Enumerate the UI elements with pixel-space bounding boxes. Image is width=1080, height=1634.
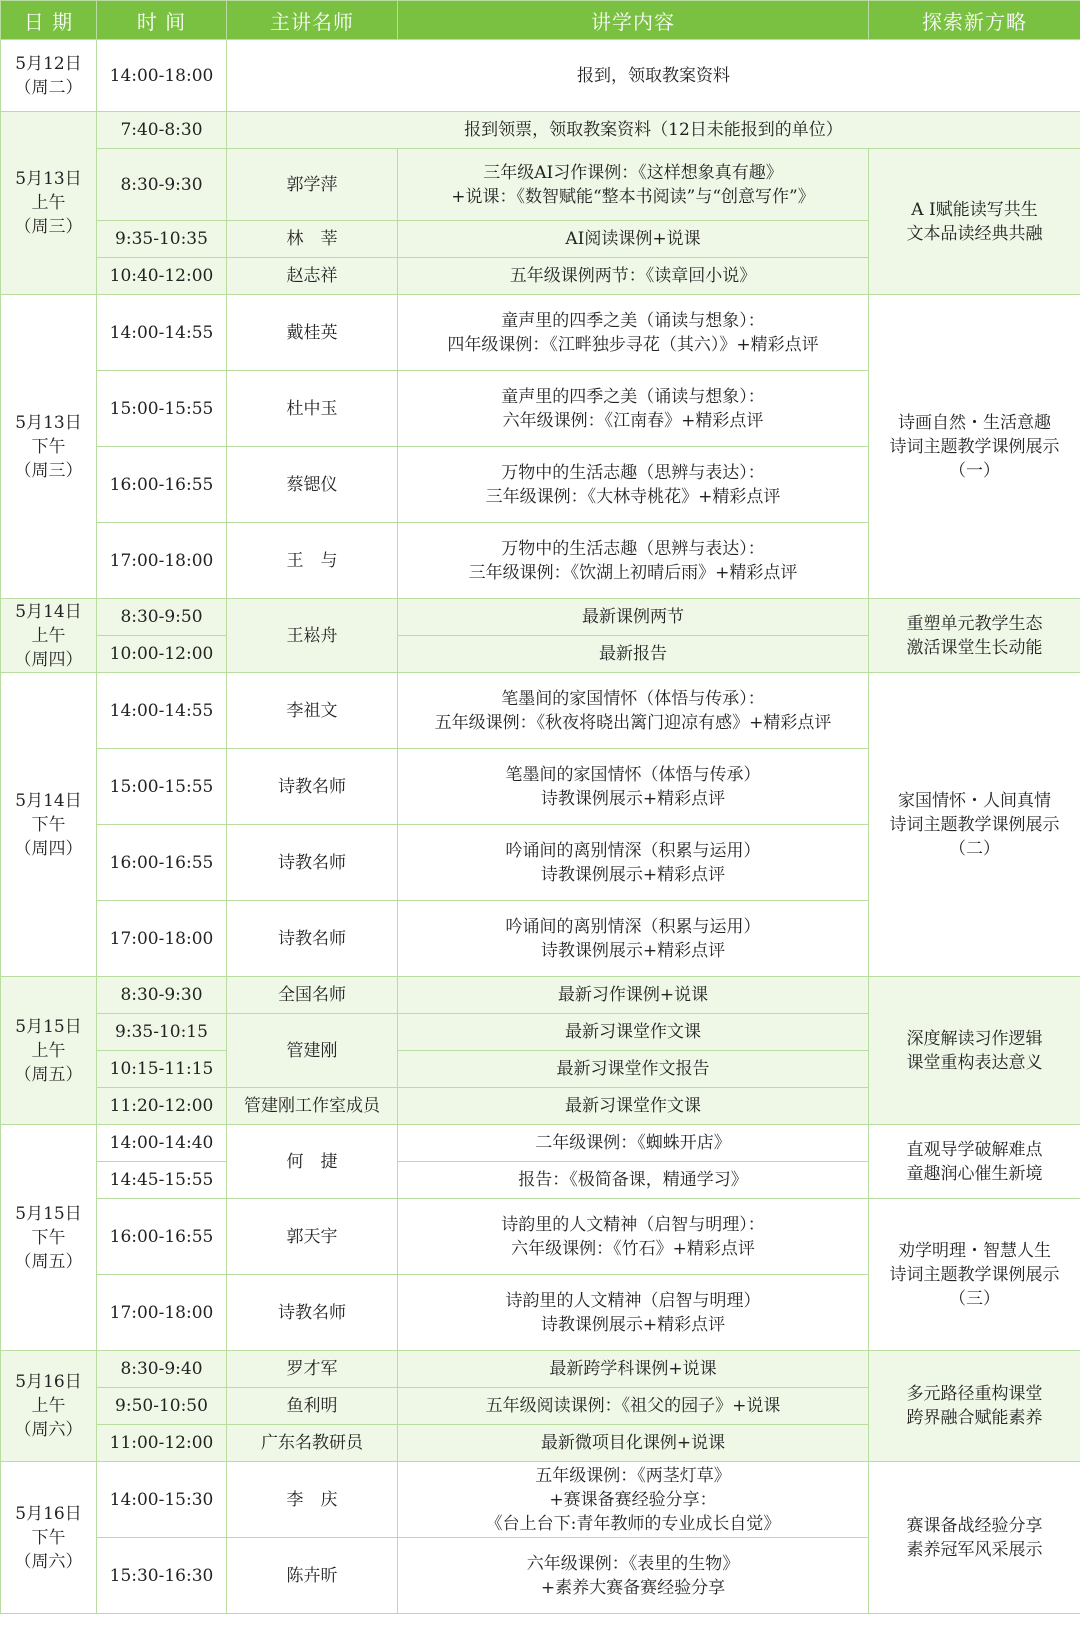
theme-line: 诗画自然・生活意趣 xyxy=(898,412,1051,433)
theme-line: 激活课堂生长动能 xyxy=(906,637,1043,658)
teacher-cell: 诗教名师 xyxy=(227,1275,398,1351)
day-group xyxy=(1,40,1080,112)
day-group xyxy=(1,599,1080,673)
theme-line: A I赋能读写共生 xyxy=(911,199,1038,220)
day-group xyxy=(1,295,1080,599)
theme-line: 家国情怀・人间真情 xyxy=(898,790,1051,811)
content-line: 五年级课例：《两茎灯草》 xyxy=(535,1465,731,1486)
theme-line: 跨界融合赋能素养 xyxy=(906,1408,1043,1428)
content-line: 万物中的生活志趣（思辨与表达）： xyxy=(501,538,765,559)
header-row xyxy=(1,1,1080,40)
content-cell: 最新习作课例+说课 xyxy=(398,977,869,1014)
content-line: 《台上台下:青年教师的专业成长自觉》 xyxy=(485,1513,781,1534)
time-cell: 11:00-12:00 xyxy=(97,1425,227,1462)
date-line: 上午 xyxy=(31,193,66,213)
content-cell: 最新习课堂作文报告 xyxy=(398,1051,869,1088)
schedule-row xyxy=(1,599,1080,636)
theme-line: 直观导学破解难点 xyxy=(906,1139,1043,1160)
theme-line: 诗词主题教学课例展示 xyxy=(889,436,1060,457)
content-cell xyxy=(398,749,869,825)
schedule-row xyxy=(1,40,1080,112)
schedule-row xyxy=(1,1199,1080,1275)
time-cell: 16:00-16:55 xyxy=(97,1199,227,1275)
teacher-cell: 全国名师 xyxy=(227,977,398,1014)
content-cell: 最新课例两节 xyxy=(398,599,869,636)
teacher-cell: 王崧舟 xyxy=(227,599,398,673)
content-line: 五年级课例：《秋夜将晓出篱门迎凉有感》+精彩点评 xyxy=(434,712,832,733)
schedule-row xyxy=(1,295,1080,371)
time-cell: 14:00-14:55 xyxy=(97,295,227,371)
content-cell: 报到，领取教案资料 xyxy=(227,40,1080,112)
content-line: 笔墨间的家国情怀（体悟与传承）： xyxy=(501,688,765,709)
date-cell xyxy=(1,977,97,1125)
time-cell: 14:00-15:30 xyxy=(97,1462,227,1538)
theme-line: 赛课备战经验分享 xyxy=(906,1515,1043,1536)
day-group xyxy=(1,1125,1080,1351)
time-cell: 14:00-14:55 xyxy=(97,673,227,749)
time-cell: 9:50-10:50 xyxy=(97,1388,227,1425)
time-cell: 8:30-9:40 xyxy=(97,1351,227,1388)
date-cell xyxy=(1,295,97,599)
time-cell: 8:30-9:30 xyxy=(97,149,227,221)
date-cell xyxy=(1,1462,97,1614)
time-cell: 9:35-10:35 xyxy=(97,221,227,258)
content-cell xyxy=(398,825,869,901)
date-cell xyxy=(1,1351,97,1462)
content-cell: AI阅读课例+说课 xyxy=(398,221,869,258)
content-line: 诗韵里的人文精神（启智与明理）： xyxy=(501,1214,765,1235)
content-cell xyxy=(398,901,869,977)
date-line: （周六） xyxy=(14,1420,83,1440)
content-line: 三年级课例：《大林寺桃花》+精彩点评 xyxy=(485,486,781,507)
theme-line: 课堂重构表达意义 xyxy=(906,1052,1043,1073)
date-line: 5月15日 xyxy=(15,1203,82,1224)
content-line: 三年级AI习作课例：《这样想象真有趣》 xyxy=(483,162,783,183)
date-line: 下午 xyxy=(31,436,66,457)
content-line: 六年级课例：《竹石》+精彩点评 xyxy=(511,1238,755,1259)
teacher-cell: 管建刚 xyxy=(227,1014,398,1088)
time-cell: 17:00-18:00 xyxy=(97,523,227,599)
teacher-cell: 广东名教研员 xyxy=(227,1425,398,1462)
header-date: 日 期 xyxy=(1,1,97,40)
time-cell: 14:00-14:40 xyxy=(97,1125,227,1162)
date-line: 5月13日 xyxy=(15,169,82,189)
theme-line: （一） xyxy=(949,460,1000,481)
theme-line: 多元路径重构课堂 xyxy=(906,1384,1043,1404)
time-cell: 16:00-16:55 xyxy=(97,447,227,523)
date-line: 上午 xyxy=(31,1396,66,1416)
content-cell: 报告：《极简备课，精通学习》 xyxy=(398,1162,869,1199)
time-cell: 10:40-12:00 xyxy=(97,258,227,295)
content-line: 诗韵里的人文精神（启智与明理） xyxy=(505,1290,761,1311)
day-group xyxy=(1,1462,1080,1614)
content-cell xyxy=(398,371,869,447)
time-cell: 10:00-12:00 xyxy=(97,636,227,673)
content-cell: 二年级课例：《蜘蛛开店》 xyxy=(398,1125,869,1162)
theme-cell xyxy=(869,673,1080,977)
date-line: 5月14日 xyxy=(15,790,82,811)
date-line: 5月16日 xyxy=(15,1503,82,1524)
content-cell xyxy=(398,523,869,599)
content-cell xyxy=(398,1462,869,1538)
theme-line: 重塑单元教学生态 xyxy=(906,613,1043,634)
content-cell xyxy=(398,149,869,221)
content-line: 童声里的四季之美（诵读与想象）： xyxy=(501,310,765,331)
content-cell: 最新跨学科课例+说课 xyxy=(398,1351,869,1388)
schedule-row xyxy=(1,1351,1080,1388)
date-cell xyxy=(1,599,97,673)
theme-cell xyxy=(869,1351,1080,1462)
content-cell: 最新习课堂作文课 xyxy=(398,1088,869,1125)
content-line: 吟诵间的离别情深（积累与运用） xyxy=(505,840,761,861)
content-line: 诗教课例展示+精彩点评 xyxy=(540,864,726,885)
teacher-cell: 诗教名师 xyxy=(227,901,398,977)
time-cell: 14:00-18:00 xyxy=(97,40,227,112)
date-cell xyxy=(1,40,97,112)
theme-cell xyxy=(869,1462,1080,1614)
header-time: 时 间 xyxy=(97,1,227,40)
content-line: 诗教课例展示+精彩点评 xyxy=(540,788,726,809)
content-cell xyxy=(398,295,869,371)
time-cell: 15:00-15:55 xyxy=(97,749,227,825)
date-line: （周三） xyxy=(14,460,83,481)
day-group xyxy=(1,1351,1080,1462)
theme-cell xyxy=(869,149,1080,295)
content-cell: 五年级课例两节：《读章回小说》 xyxy=(398,258,869,295)
content-cell: 报到领票，领取教案资料（12日未能报到的单位） xyxy=(227,112,1080,149)
teacher-cell: 诗教名师 xyxy=(227,825,398,901)
theme-cell xyxy=(869,295,1080,599)
content-line: 诗教课例展示+精彩点评 xyxy=(540,940,726,961)
teacher-cell: 诗教名师 xyxy=(227,749,398,825)
date-line: （周四） xyxy=(14,838,83,859)
theme-cell xyxy=(869,1125,1080,1199)
date-line: 5月15日 xyxy=(15,1016,82,1037)
day-group xyxy=(1,977,1080,1125)
time-cell: 11:20-12:00 xyxy=(97,1088,227,1125)
content-line: +赛课备赛经验分享： xyxy=(549,1489,717,1510)
teacher-cell: 李 庆 xyxy=(227,1462,398,1538)
content-line: 童声里的四季之美（诵读与想象）： xyxy=(501,386,765,407)
date-line: 5月13日 xyxy=(15,412,82,433)
content-cell xyxy=(398,447,869,523)
header-theme: 探索新方略 xyxy=(869,1,1080,40)
theme-line: 劝学明理・智慧人生 xyxy=(898,1240,1051,1261)
theme-cell xyxy=(869,977,1080,1125)
content-cell xyxy=(398,1275,869,1351)
date-cell xyxy=(1,112,97,295)
schedule-row xyxy=(1,1462,1080,1538)
theme-line: 素养冠军风采展示 xyxy=(906,1539,1043,1560)
content-line: 六年级课例：《表里的生物》 xyxy=(526,1553,740,1574)
date-line: 下午 xyxy=(31,1227,66,1248)
teacher-cell: 郭天宇 xyxy=(227,1199,398,1275)
time-cell: 10:15-11:15 xyxy=(97,1051,227,1088)
content-cell xyxy=(398,673,869,749)
theme-line: 文本品读经典共融 xyxy=(906,223,1043,244)
schedule-row xyxy=(1,673,1080,749)
teacher-cell: 何 捷 xyxy=(227,1125,398,1199)
schedule-row xyxy=(1,112,1080,149)
theme-line: 深度解读习作逻辑 xyxy=(906,1028,1043,1049)
date-line: 上午 xyxy=(31,1040,66,1061)
time-cell: 16:00-16:55 xyxy=(97,825,227,901)
teacher-cell: 罗才军 xyxy=(227,1351,398,1388)
content-line: +素养大赛备赛经验分享 xyxy=(540,1577,726,1598)
content-cell: 最新微项目化课例+说课 xyxy=(398,1425,869,1462)
teacher-cell: 戴桂英 xyxy=(227,295,398,371)
schedule-row xyxy=(1,149,1080,221)
teacher-cell: 林 莘 xyxy=(227,221,398,258)
theme-line: 童趣润心催生新境 xyxy=(906,1163,1043,1184)
teacher-cell: 管建刚工作室成员 xyxy=(227,1088,398,1125)
theme-line: （三） xyxy=(949,1288,1000,1309)
time-cell: 8:30-9:50 xyxy=(97,599,227,636)
date-cell xyxy=(1,673,97,977)
date-line: （周三） xyxy=(14,217,83,237)
content-cell: 最新报告 xyxy=(398,636,869,673)
theme-line: （二） xyxy=(949,838,1000,859)
date-line: 上午 xyxy=(31,625,66,646)
theme-cell xyxy=(869,1199,1080,1351)
theme-line: 诗词主题教学课例展示 xyxy=(889,814,1060,835)
date-line: （周五） xyxy=(14,1064,83,1085)
header-content: 讲学内容 xyxy=(398,1,869,40)
teacher-cell: 陈卉昕 xyxy=(227,1538,398,1614)
time-cell: 17:00-18:00 xyxy=(97,901,227,977)
content-line: +说课：《数智赋能“整本书阅读”与“创意写作”》 xyxy=(451,186,815,207)
content-line: 万物中的生活志趣（思辨与表达）： xyxy=(501,462,765,483)
schedule-row xyxy=(1,977,1080,1014)
header-teacher: 主讲名师 xyxy=(227,1,398,40)
schedule-row xyxy=(1,1125,1080,1162)
date-line: （周六） xyxy=(14,1551,83,1572)
date-line: 5月16日 xyxy=(15,1372,82,1392)
date-cell xyxy=(1,1125,97,1351)
teacher-cell: 李祖文 xyxy=(227,673,398,749)
content-line: 四年级课例：《江畔独步寻花（其六）》+精彩点评 xyxy=(447,334,819,355)
date-line: 5月14日 xyxy=(15,601,82,622)
theme-line: 诗词主题教学课例展示 xyxy=(889,1264,1060,1285)
content-cell: 最新习课堂作文课 xyxy=(398,1014,869,1051)
content-line: 笔墨间的家国情怀（体悟与传承） xyxy=(505,764,761,785)
theme-cell xyxy=(869,599,1080,673)
date-line: （周四） xyxy=(14,649,83,670)
day-group xyxy=(1,112,1080,295)
teacher-cell: 郭学萍 xyxy=(227,149,398,221)
content-line: 三年级课例：《饮湖上初晴后雨》+精彩点评 xyxy=(468,562,798,583)
date-line: 下午 xyxy=(31,1527,66,1548)
time-cell: 15:30-16:30 xyxy=(97,1538,227,1614)
teacher-cell: 鱼利明 xyxy=(227,1388,398,1425)
teacher-cell: 王 与 xyxy=(227,523,398,599)
time-cell: 8:30-9:30 xyxy=(97,977,227,1014)
teacher-cell: 杜中玉 xyxy=(227,371,398,447)
content-cell xyxy=(398,1538,869,1614)
time-cell: 17:00-18:00 xyxy=(97,1275,227,1351)
time-cell: 14:45-15:55 xyxy=(97,1162,227,1199)
content-cell: 五年级阅读课例：《祖父的园子》+说课 xyxy=(398,1388,869,1425)
time-cell: 9:35-10:15 xyxy=(97,1014,227,1051)
date-line: 5月12日 xyxy=(15,53,82,74)
teacher-cell: 赵志祥 xyxy=(227,258,398,295)
time-cell: 7:40-8:30 xyxy=(97,112,227,149)
content-line: 诗教课例展示+精彩点评 xyxy=(540,1314,726,1335)
date-line: 下午 xyxy=(31,814,66,835)
content-line: 吟诵间的离别情深（积累与运用） xyxy=(505,916,761,937)
content-line: 六年级课例：《江南春》+精彩点评 xyxy=(502,410,764,431)
date-line: （周二） xyxy=(14,77,83,98)
teacher-cell: 蔡锶仪 xyxy=(227,447,398,523)
time-cell: 15:00-15:55 xyxy=(97,371,227,447)
date-line: （周五） xyxy=(14,1251,83,1272)
day-group xyxy=(1,673,1080,977)
content-cell xyxy=(398,1199,869,1275)
